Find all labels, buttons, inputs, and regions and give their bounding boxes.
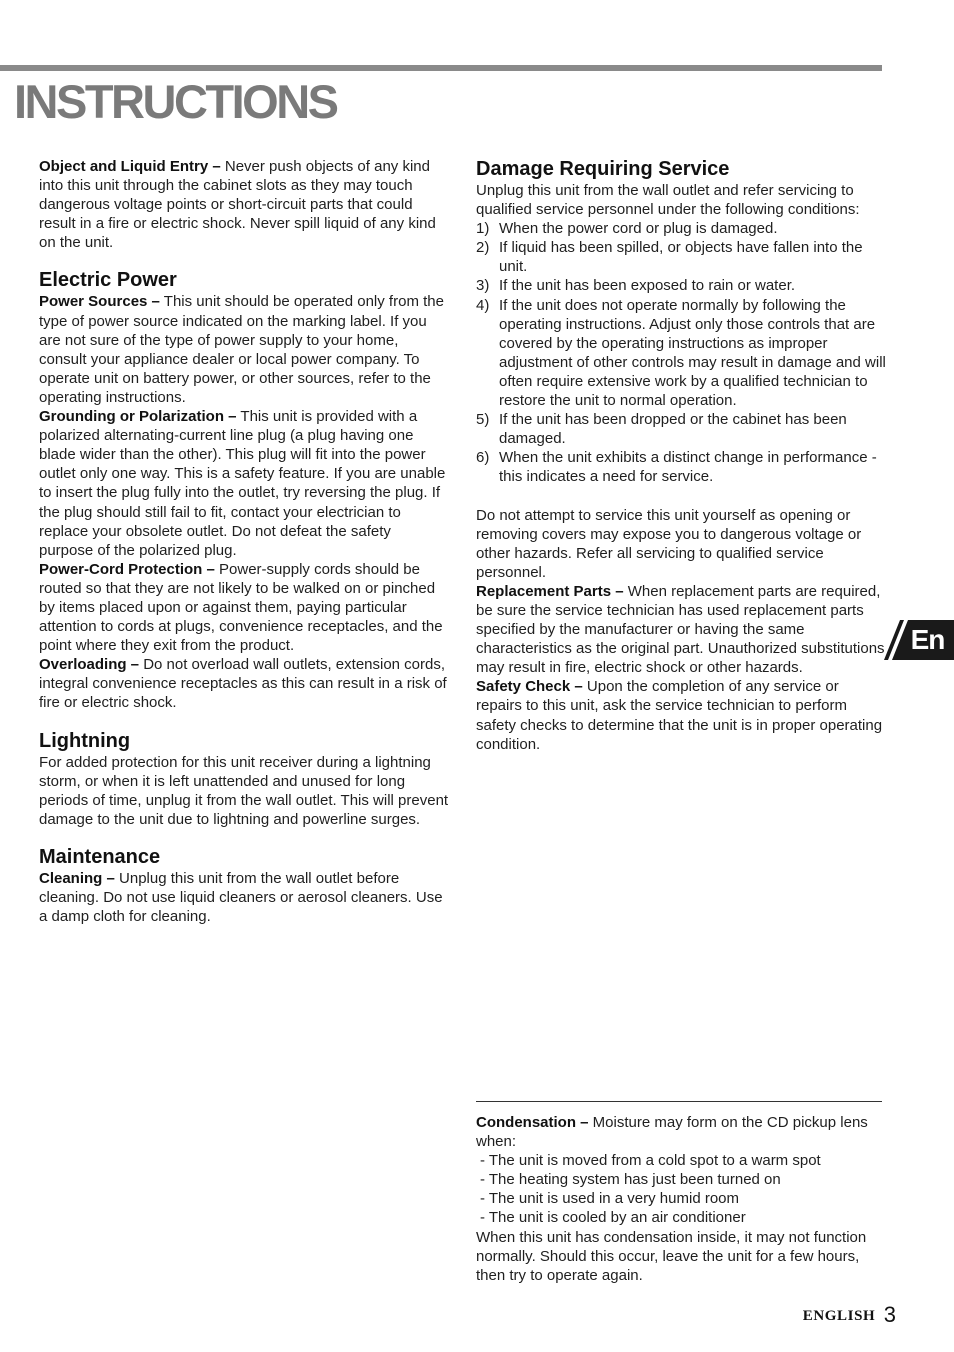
header-rule: [0, 65, 882, 71]
object-liquid-entry: [39, 157, 449, 252]
footer-language: ENGLISH: [802, 1308, 876, 1324]
list-item-text: When the power cord or plug is damaged.: [499, 220, 778, 238]
list-item-text: If the unit has been dropped or the cabinet has been damaged.: [499, 411, 847, 448]
list-item: [476, 238, 886, 276]
list-item: [476, 410, 886, 448]
list-item: - The unit is moved from a cold spot to a warm spot: [480, 1152, 821, 1170]
grounding-text: This unit is provided with a polarized alternating-current line plug (a plug having one blade wider than the other). This plug will fit into the power outlet only one way. This is a safety feature. If you are unable to insert the plug fully into the outlet, try reversing the plug. If the plug should still fail to fit, contact your electrician to replace your obsolete outlet. Do not defeat the safety purpose of the polarized plug.: [39, 408, 446, 559]
object-liquid-text: Never push objects of any kind into this unit through the cabinet slots as they may touch dangerous voltage points or short-circuit parts that could result in a fire or electric shock. Never spill liquid of any kind on the unit.: [39, 158, 436, 252]
maintenance-heading: Maintenance: [39, 845, 161, 868]
list-item: - The unit is used in a very humid room: [480, 1190, 740, 1208]
grounding-polarization: [39, 407, 449, 560]
spacer: [476, 487, 886, 506]
condensation-lead: Condensation –: [476, 1114, 589, 1131]
cleaning: [39, 869, 449, 926]
electric-power-heading: Electric Power: [39, 269, 177, 292]
list-item: [476, 276, 886, 295]
service-warning: Do not attempt to service this unit yourself as opening or removing covers may expose you to dangerous voltage or other hazards. Refer all servicing to qualified service personnel.: [476, 506, 862, 581]
damage-intro: Unplug this unit from the wall outlet and refer servicing to qualified service personnel under the following conditions:: [476, 182, 860, 219]
list-item: [476, 296, 886, 411]
list-item-number: 2): [476, 239, 490, 257]
language-tab-label: En: [910, 624, 945, 655]
page-title: INSTRUCTIONS: [14, 75, 337, 128]
object-liquid-lead: Object and Liquid Entry –: [39, 158, 221, 175]
power-sources-lead: Power Sources –: [39, 293, 160, 311]
list-item-number: 1): [476, 220, 490, 238]
power-cord-protection: [39, 560, 449, 655]
overloading: [39, 655, 449, 712]
page-number: 3: [883, 1302, 896, 1327]
list-item-number: 5): [476, 411, 490, 429]
right-column: [476, 157, 886, 754]
power-sources: [39, 292, 449, 407]
replacement-parts-lead: Replacement Parts –: [476, 582, 624, 600]
cleaning-lead: Cleaning –: [39, 869, 115, 887]
grounding-lead: Grounding or Polarization –: [39, 408, 237, 426]
replacement-parts: [476, 582, 886, 677]
safety-check: [476, 677, 886, 753]
power-cord-text: Power-supply cords should be routed so that they are not likely to be walked on or pinched by items placed upon or against them, paying particular attention to cords at plugs, convenience receptacles, and the point where they exit from the product.: [39, 560, 443, 655]
safety-check-lead: Safety Check –: [476, 678, 583, 696]
lightning-text: For added protection for this unit receiver during a lightning storm, or when it is left unattended and unused for long periods of time, unplug it from the wall outlet. This will prevent damage to the unit due to lightning and powerline surges.: [39, 753, 449, 828]
lightning-heading: Lightning: [39, 729, 131, 752]
safety-check-text: Upon the completion of any service or repairs to this unit, ask the service technician to perform safety checks to determine that the unit is in proper operating condition.: [476, 678, 883, 753]
list-item: [476, 219, 886, 238]
left-column: [39, 157, 449, 926]
list-item: - The heating system has just been turned on: [480, 1171, 781, 1189]
page-footer: [803, 1302, 896, 1328]
list-item-text: If the unit has been exposed to rain or water.: [499, 277, 796, 295]
list-item-text: If liquid has been spilled, or objects have fallen into the unit.: [499, 239, 863, 276]
list-item-number: 6): [476, 449, 490, 467]
overloading-lead: Overloading –: [39, 656, 140, 674]
list-item: - The unit is cooled by an air conditioner: [480, 1209, 746, 1227]
list-item-number: 4): [476, 296, 490, 314]
power-cord-lead: Power-Cord Protection –: [39, 560, 215, 578]
list-item: [476, 448, 886, 486]
list-item-text: When the unit exhibits a distinct change in performance - this indicates a need for service.: [499, 449, 877, 486]
power-sources-text: This unit should be operated only from the type of power source indicated on the marking label. If you are not sure of the type of power supply to your home, consult your appliance dealer or local power company. To operate unit on battery power, or other sources, refer to the operating instructions.: [39, 293, 444, 406]
condensation-list: [476, 1151, 886, 1227]
overloading-text: Do not overload wall outlets, extension cords, integral convenience receptacles as this can result in a risk of fire or electric shock.: [39, 656, 447, 712]
condensation-section: [476, 1113, 886, 1285]
replacement-parts-text: When replacement parts are required, be sure the service technician has used replacement parts specified by the manufacturer or having the same characteristics as the original part. Unauthorized substitutions may result in fire, electric shock or other hazards.: [476, 582, 885, 677]
condensation-text: Moisture may form on the CD pickup lens when:: [476, 1114, 868, 1151]
cleaning-text: Unplug this unit from the wall outlet before cleaning. Do not use liquid cleaners or aerosol cleaners. Use a damp cloth for cleaning.: [39, 869, 443, 926]
condensation-intro: [476, 1113, 886, 1151]
damage-conditions-list: [476, 219, 886, 486]
condensation-divider: [476, 1101, 882, 1102]
list-item-text: If the unit does not operate normally by following the operating instructions. Adjust only those controls that are covered by the operating instructions as improper adjustment of other controls may result in damage and will often require extensive work by a qualified technician to restore the unit to normal operation.: [499, 296, 886, 410]
list-item-number: 3): [476, 277, 490, 295]
damage-service-heading: Damage Requiring Service: [476, 158, 730, 180]
condensation-closing: When this unit has condensation inside, it may not function normally. Should this occur, leave the unit for a few hours, then try to operate again.: [476, 1228, 867, 1284]
